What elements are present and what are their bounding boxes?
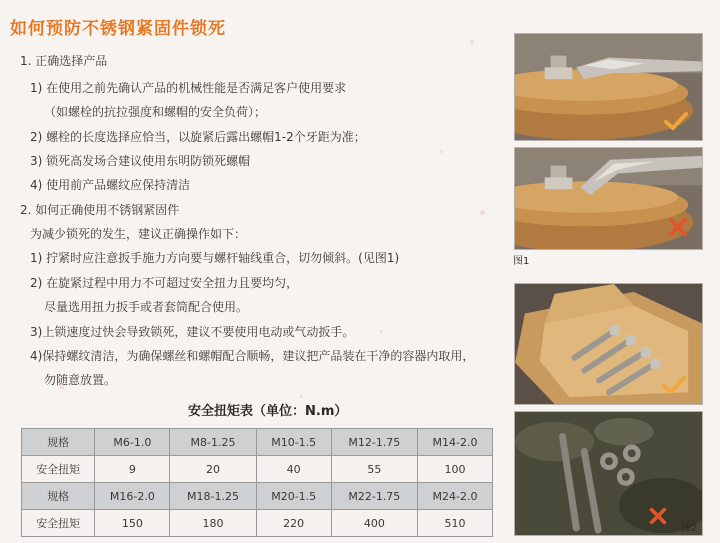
table-cell: 55: [331, 456, 417, 483]
table-cell: 220: [256, 510, 331, 537]
section1-line-4: 3) 锁死高发场合建议使用东明防锁死螺帽: [30, 154, 251, 168]
table-cell: 规格: [22, 429, 95, 456]
section1-line-2: （如螺栓的抗拉强度和螺帽的安全负荷）；: [44, 105, 267, 119]
table-cell: M14-2.0: [418, 429, 493, 456]
table-cell: M22-1.75: [331, 483, 417, 510]
check-mark-icon: [662, 376, 686, 394]
section1-line-5: 4) 使用前产品螺纹应保持清洁: [30, 178, 191, 192]
photo-bolts-dirty-ground: [514, 411, 703, 536]
section2-line-3: 2) 在旋紧过程中用力不可超过安全扭力且要均匀，: [30, 276, 299, 290]
torque-table: [21, 428, 493, 537]
table-cell: M8-1.25: [170, 429, 256, 456]
table-cell: 20: [170, 456, 256, 483]
table-cell: 9: [95, 456, 170, 483]
section2-line-6: 4)保持螺纹清洁，为确保螺丝和螺帽配合顺畅，建议把产品装在干净的容器内取用，: [30, 349, 475, 363]
table-cell: 150: [95, 510, 170, 537]
section2-line-4: 尽量选用扭力扳手或者套筒配合使用。: [44, 300, 249, 314]
table-cell: 40: [256, 456, 331, 483]
photo-wrench-wrong: [514, 147, 703, 250]
section2-line-2: 1) 拧紧时应注意扳手施力方向要与螺杆轴线重合，切勿倾斜。(见图1): [30, 251, 400, 265]
table-cell: 400: [331, 510, 417, 537]
figure-2-label: 图2: [681, 523, 698, 534]
section-heading-product-selection: 1. 正确选择产品: [20, 54, 108, 68]
photo-bolts-clean-box: [514, 283, 703, 405]
table-cell: 安全扭矩: [22, 510, 95, 537]
table-cell: M16-2.0: [95, 483, 170, 510]
table-row: [22, 456, 493, 483]
table-cell: M10-1.5: [256, 429, 331, 456]
table-cell: M20-1.5: [256, 483, 331, 510]
table-row: [22, 429, 493, 456]
section2-line-1: 为减少锁死的发生，建议正确操作如下：: [30, 227, 247, 241]
page-title: 如何预防不锈钢紧固件锁死: [10, 19, 226, 39]
table-cell: M6-1.0: [95, 429, 170, 456]
table-cell: 100: [418, 456, 493, 483]
table-cell: M24-2.0: [418, 483, 493, 510]
table-row: [22, 483, 493, 510]
check-mark-icon: [664, 112, 688, 130]
table-cell: 规格: [22, 483, 95, 510]
table-cell: 安全扭矩: [22, 456, 95, 483]
photo-wrench-correct: [514, 33, 703, 141]
table-cell: M12-1.75: [331, 429, 417, 456]
section2-line-7: 勿随意放置。: [44, 373, 117, 387]
section1-line-3: 2) 螺栓的长度选择应恰当，以旋紧后露出螺帽1-2个牙距为准；: [30, 130, 366, 144]
section2-line-5: 3)上锁速度过快会导致锁死，建议不要使用电动或气动扳手。: [30, 325, 355, 339]
cross-mark-icon: [668, 217, 688, 237]
cross-mark-icon: [649, 507, 667, 525]
table-cell: M18-1.25: [170, 483, 256, 510]
figure-1-label: 图1: [513, 256, 530, 267]
table-cell: 510: [418, 510, 493, 537]
section-heading-correct-usage: 2. 如何正确使用不锈钢紧固件: [20, 203, 180, 217]
table-row: [22, 510, 493, 537]
section1-line-1: 1) 在使用之前先确认产品的机械性能是否满足客户使用要求: [30, 81, 347, 95]
table-cell: 180: [170, 510, 256, 537]
torque-table-title: 安全扭矩表（单位：N.m）: [188, 404, 348, 419]
